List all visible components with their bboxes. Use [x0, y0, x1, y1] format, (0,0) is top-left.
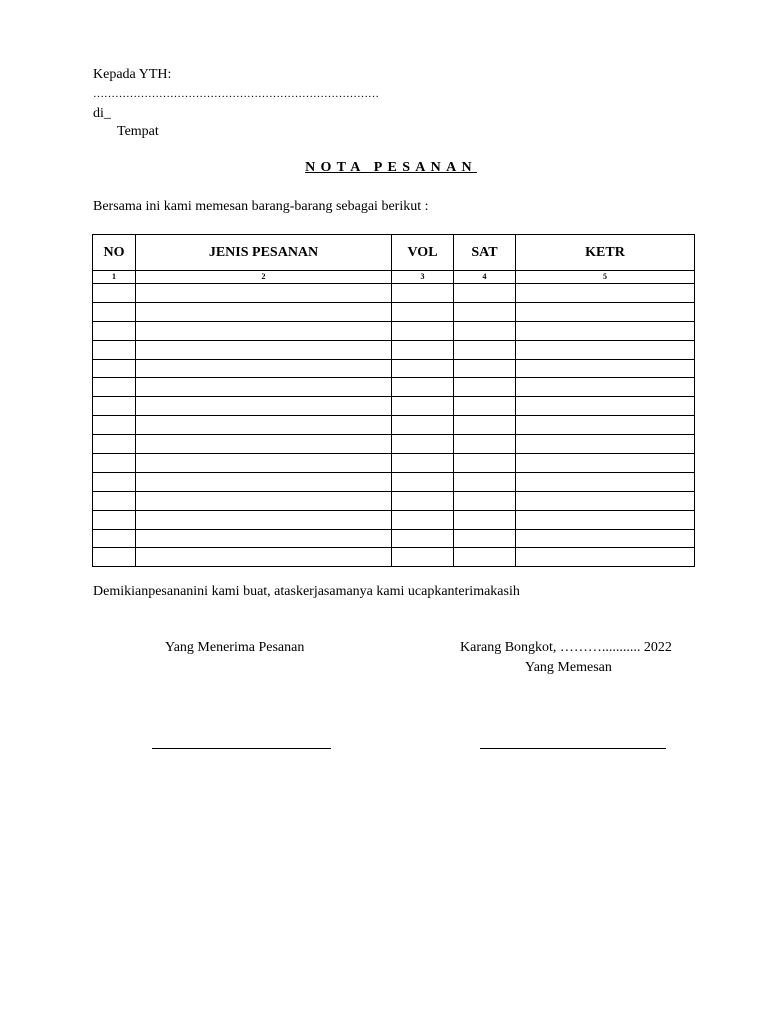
table-cell	[454, 340, 516, 359]
recipient-blank-line: ……………………………………………………………………	[93, 88, 379, 100]
location-placeholder: Tempat	[117, 124, 159, 139]
table-cell	[454, 454, 516, 473]
column-number: 5	[516, 271, 695, 284]
table-cell	[136, 529, 392, 548]
table-cell	[392, 359, 454, 378]
column-number: 1	[93, 271, 136, 284]
table-cell	[516, 472, 695, 491]
table-cell	[516, 284, 695, 303]
table-cell	[454, 416, 516, 435]
table-cell	[93, 284, 136, 303]
table-cell	[516, 397, 695, 416]
table-cell	[136, 510, 392, 529]
table-cell	[93, 302, 136, 321]
table-cell	[516, 378, 695, 397]
table-cell	[454, 397, 516, 416]
table-cell	[454, 529, 516, 548]
table-cell	[454, 472, 516, 491]
table-cell	[93, 491, 136, 510]
table-cell	[392, 378, 454, 397]
table-row	[93, 359, 695, 378]
receiver-label: Yang Menerima Pesanan	[165, 640, 305, 655]
table-row	[93, 397, 695, 416]
table-cell	[516, 529, 695, 548]
table-cell	[454, 359, 516, 378]
location-prefix: di_	[93, 106, 111, 121]
table-cell	[516, 454, 695, 473]
table-cell	[136, 321, 392, 340]
table-cell	[136, 397, 392, 416]
table-cell	[392, 416, 454, 435]
table-cell	[392, 529, 454, 548]
place-date: Karang Bongkot, ………........... 2022	[460, 640, 672, 655]
table-row	[93, 510, 695, 529]
column-number: 4	[454, 271, 516, 284]
table-cell	[516, 359, 695, 378]
order-table	[92, 234, 695, 567]
column-number-row	[93, 271, 695, 284]
table-row	[93, 529, 695, 548]
table-cell	[392, 472, 454, 491]
table-row	[93, 340, 695, 359]
table-cell	[516, 491, 695, 510]
table-cell	[392, 510, 454, 529]
table-cell	[93, 435, 136, 454]
table-cell	[454, 510, 516, 529]
table-cell	[392, 397, 454, 416]
table-cell	[454, 435, 516, 454]
table-row	[93, 435, 695, 454]
table-cell	[136, 472, 392, 491]
header-jenis-pesanan: JENIS PESANAN	[136, 235, 392, 271]
table-cell	[136, 416, 392, 435]
table-cell	[136, 359, 392, 378]
table-cell	[136, 340, 392, 359]
table-cell	[516, 435, 695, 454]
table-cell	[93, 378, 136, 397]
table-row	[93, 284, 695, 303]
document-title: NOTA PESANAN	[305, 160, 477, 175]
table-cell	[454, 548, 516, 567]
table-cell	[392, 340, 454, 359]
table-cell	[136, 284, 392, 303]
table-row	[93, 321, 695, 340]
orderer-signature-line	[480, 748, 666, 749]
orderer-label: Yang Memesan	[525, 660, 612, 675]
table-cell	[454, 491, 516, 510]
table-header-row	[93, 235, 695, 271]
closing-text: Demikianpesananini kami buat, ataskerjasamanya kami ucapkanterimakasih	[93, 584, 520, 599]
table-cell	[93, 416, 136, 435]
table-row	[93, 378, 695, 397]
table-row	[93, 548, 695, 567]
table-cell	[136, 302, 392, 321]
table-cell	[454, 302, 516, 321]
header-no: NO	[93, 235, 136, 271]
table-cell	[516, 416, 695, 435]
table-cell	[454, 321, 516, 340]
table-cell	[392, 491, 454, 510]
table-cell	[93, 321, 136, 340]
table-cell	[93, 472, 136, 491]
table-cell	[93, 548, 136, 567]
table-row	[93, 491, 695, 510]
table-cell	[516, 510, 695, 529]
receiver-signature-line	[152, 748, 331, 749]
intro-text: Bersama ini kami memesan barang-barang sebagai berikut :	[93, 199, 429, 214]
table-cell	[516, 302, 695, 321]
table-cell	[392, 435, 454, 454]
table-cell	[136, 548, 392, 567]
header-sat: SAT	[454, 235, 516, 271]
header-ketr: KETR	[516, 235, 695, 271]
table-cell	[93, 529, 136, 548]
header-vol: VOL	[392, 235, 454, 271]
table-cell	[516, 340, 695, 359]
table-cell	[136, 378, 392, 397]
recipient-label: Kepada YTH:	[93, 67, 172, 82]
table-cell	[93, 454, 136, 473]
table-cell	[392, 454, 454, 473]
table-row	[93, 472, 695, 491]
table-cell	[454, 378, 516, 397]
table-cell	[392, 284, 454, 303]
table-cell	[93, 397, 136, 416]
table-cell	[93, 359, 136, 378]
table-row	[93, 454, 695, 473]
table-cell	[454, 284, 516, 303]
column-number: 3	[392, 271, 454, 284]
table-cell	[516, 548, 695, 567]
table-cell	[136, 454, 392, 473]
table-cell	[136, 435, 392, 454]
table-row	[93, 416, 695, 435]
table-row	[93, 302, 695, 321]
table-cell	[392, 321, 454, 340]
table-cell	[136, 491, 392, 510]
table-cell	[93, 510, 136, 529]
column-number: 2	[136, 271, 392, 284]
table-body	[93, 284, 695, 567]
table-cell	[93, 340, 136, 359]
table-cell	[392, 548, 454, 567]
table-cell	[392, 302, 454, 321]
table-cell	[516, 321, 695, 340]
